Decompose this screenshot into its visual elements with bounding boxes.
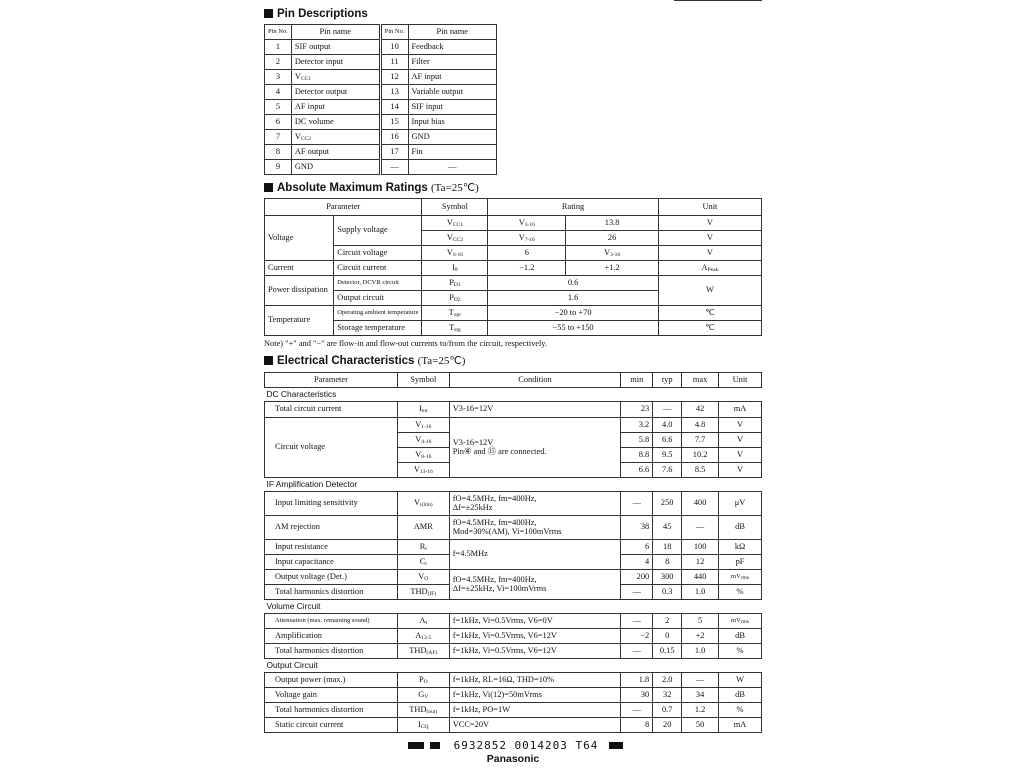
pin-number: 8 xyxy=(265,145,292,160)
pin-number: 14 xyxy=(380,100,408,115)
ratings-note: Note) "+" and "−" are flow-in and flow-out currents to/from the circuit, respectively. xyxy=(264,339,548,348)
pin-name: AF output xyxy=(291,145,380,160)
electrical-characteristics-table: Parameter Symbol Condition min typ max Unit DC Characteristics Total circuit current $I_{tot}$ V3-16=12V 23 — 42 mA Circuit voltage $V_{1-16}$ V3-16=12V Pin④ and ⑮ are connected. 3.2 4.0 4.8 V $V_{4-16}$ 5.8 6.6 7.7 V $V_{8-16}$ 8.8 9.5 10.2 V $V_{13-16}$ 6.6 7.6 8.5 V IF Amplification Detector Input limiting sensitivity $V_{i(lim)}$ fO=4.5MHz, fm=400Hz, Δf=±25kHz — 250 400 μV AM rejection AMR fO=4.5MHz, fm=400Hz, Mod=30%(AM), Vi=100mVrms 38 45 — dB Input resistance $R_i$ f=4.5MHz 6 18 100 kΩ Input capacitance $C_i$ 4 8 12 pF Output voltage (Det.) $V_O$ fO=4.5MHz, fm=400Hz, Δf=±25kHz, Vi=100mVrms 200 300 440 $mV_{rms}$ Total harmonics distortion $THD_{(IF)}$ — 0.3 1.0 % Volume Circuit Attenuation (max. remaining sound) $A_t$ f=1kHz, Vi=0.5Vrms, V6=0V — 2 5 $mV_{rms}$ Amplification $A_{13-5}$ f=1kHz, Vi=0.5Vrms, V6=12V −2 0 +2 dB Total harmonics distortion $THD_{(AF)}$ f=1kHz, Vi=0.5Vrms, V6=12V — 0.15 1.0 % Output Circuit Output power (max.) $P_O$ f=1kHz, RL=16Ω, THD=10% 1.8 2.0 — W Voltage gain $G_V$ f=1kHz, Vi(12)=50mVrms 30 32 34 dB Total harmonics distortion $THD_{(out)}$ f=1kHz, PO=1W — 0.7 1.2 % Static circuit current $I_{CQ}$ VCC=20V 8 20 50 mA xyxy=(264,372,762,733)
pin-number: 3 xyxy=(265,70,292,85)
pin-name: SIF output xyxy=(291,40,380,55)
pin-number: 7 xyxy=(265,130,292,145)
electrical-characteristics-heading: Electrical Characteristics (Ta=25℃) xyxy=(264,354,465,367)
abs-max-ratings-table: Parameter Symbol Rating Unit Voltage Supply voltage $V_{CC1}$ $V_{3-16}$ 13.8 V $V_{CC2}$ $V_{7-16}$ 26 V Circuit voltage $V_{6-16}$ 6 $V_{3-16}$ V Current Circuit current $I_8$ −1.2 +1.2 $A_{Peak}$ Power dissipation Detector, DCVR circuit $P_{D1}$ 0.6 W Output circuit $P_{D2}$ 1.6 Temperature Operating ambient temperature $T_{opr}$ −20 to +70 ℃ Storage temperature $T_{stg}$ −55 to +150 ℃ xyxy=(264,198,762,336)
datasheet-page xyxy=(264,0,762,768)
pin-name: $V_{CC1}$ xyxy=(291,70,380,85)
pin-rows xyxy=(265,40,497,175)
footer-bar-right xyxy=(609,742,623,749)
pin-name: AF input xyxy=(408,70,497,85)
pin-row xyxy=(265,130,497,145)
pin-number: 15 xyxy=(380,115,408,130)
pin-row xyxy=(265,40,497,55)
amr-condition: fO=4.5MHz, fm=400Hz, Mod=30%(AM), Vi=100mVrms xyxy=(449,516,621,540)
pin-row xyxy=(265,115,497,130)
pin-name: Detector input xyxy=(291,55,380,70)
pin-name: Variable output xyxy=(408,85,497,100)
pin-number: 11 xyxy=(380,55,408,70)
footer-code: 6932852 0014203 T64 xyxy=(453,739,599,752)
pin-number: 4 xyxy=(265,85,292,100)
output-condition: fO=4.5MHz, fm=400Hz, Δf=±25kHz, Vi=100mVrms xyxy=(449,570,621,600)
pin-number: 10 xyxy=(380,40,408,55)
brand-logo: Panasonic xyxy=(486,753,540,765)
section-bullet-icon xyxy=(264,356,273,365)
pin-name: Filter xyxy=(408,55,497,70)
pin-row xyxy=(265,145,497,160)
pin-number: 12 xyxy=(380,70,408,85)
group-dc-characteristics: DC Characteristics xyxy=(265,388,762,402)
section-bullet-icon xyxy=(264,183,273,192)
ils-condition: fO=4.5MHz, fm=400Hz, Δf=±25kHz xyxy=(449,492,621,516)
pin-name: — xyxy=(408,160,497,175)
pin-name: AF input xyxy=(291,100,380,115)
abs-max-ratings-heading: Absolute Maximum Ratings (Ta=25℃) xyxy=(264,181,479,194)
pin-number: 2 xyxy=(265,55,292,70)
pin-name: $V_{CC2}$ xyxy=(291,130,380,145)
footer-barcode xyxy=(264,739,762,753)
footer-bar-left xyxy=(408,742,424,749)
pin-name: Detector output xyxy=(291,85,380,100)
pin-descriptions-heading: Pin Descriptions xyxy=(264,8,368,20)
pin-name: SIF input xyxy=(408,100,497,115)
pin-number: 1 xyxy=(265,40,292,55)
pin-row xyxy=(265,70,497,85)
pin-number: 17 xyxy=(380,145,408,160)
pin-number: 5 xyxy=(265,100,292,115)
pin-name: Fin xyxy=(408,145,497,160)
group-output-circuit: Output Circuit xyxy=(265,659,762,673)
pin-table: Pin No. Pin name Pin No. Pin name 1 SIF output 10 Feedback 2 Detector input 11 Filter 3 $V_{CC1}$ 12 AF input 4 Detector output 13 Variable output 5 AF input 14 SIF input 6 DC volume 15 Input bias 7 $V_{CC2}$ 16 GND 8 AF output 17 Fin 9 GND — — xyxy=(264,24,497,175)
pin-number: 9 xyxy=(265,160,292,175)
pin-row xyxy=(265,100,497,115)
pin-name: GND xyxy=(291,160,380,175)
pin-name: DC volume xyxy=(291,115,380,130)
footer-bar-left-small xyxy=(430,742,440,749)
pin-number: 6 xyxy=(265,115,292,130)
group-volume-circuit: Volume Circuit xyxy=(265,600,762,614)
top-rule xyxy=(674,0,762,1)
pin-name: Feedback xyxy=(408,40,497,55)
circuit-voltage-condition: V3-16=12V Pin④ and ⑮ are connected. xyxy=(449,418,621,478)
pin-name: GND xyxy=(408,130,497,145)
pin-number: 13 xyxy=(380,85,408,100)
pin-row xyxy=(265,85,497,100)
pin-number: — xyxy=(380,160,408,175)
group-if-amplification: IF Amplification Detector xyxy=(265,478,762,492)
pin-number: 16 xyxy=(380,130,408,145)
pin-row xyxy=(265,55,497,70)
section-bullet-icon xyxy=(264,9,273,18)
pin-name: Input bias xyxy=(408,115,497,130)
pin-row xyxy=(265,160,497,175)
